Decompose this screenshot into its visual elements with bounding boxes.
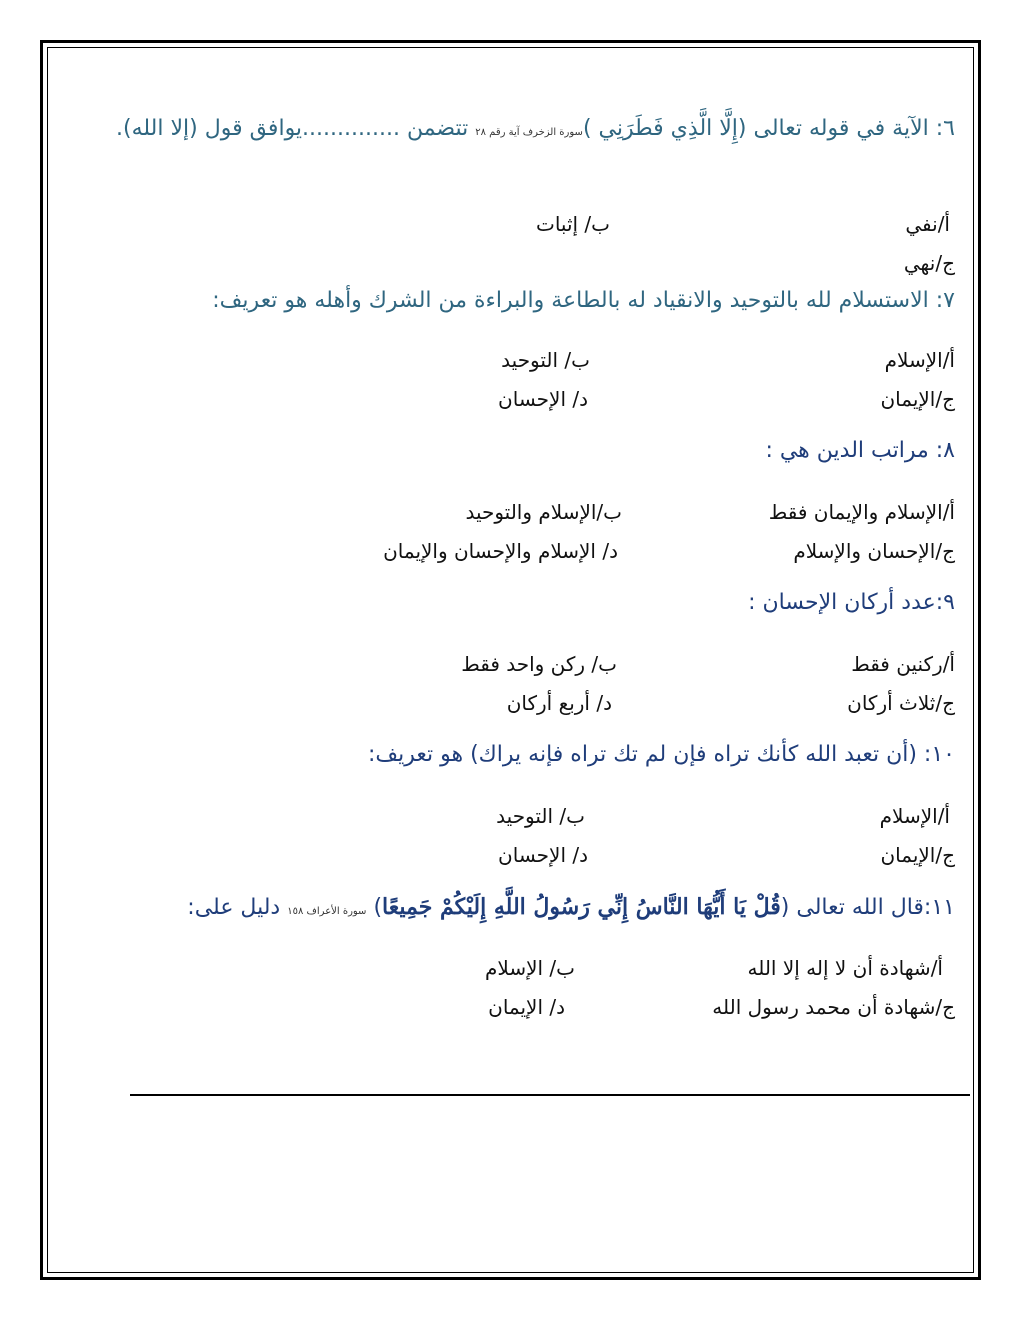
option-c[interactable]: ج/نهي bbox=[903, 251, 955, 275]
question-6-options bbox=[105, 206, 955, 294]
option-a[interactable]: أ/نفي bbox=[905, 212, 950, 236]
option-c[interactable]: ج/الإحسان والإسلام bbox=[793, 539, 955, 563]
option-c[interactable]: ج/الإيمان bbox=[880, 387, 955, 411]
option-b[interactable]: ب/ إثبات bbox=[535, 212, 610, 236]
option-d[interactable]: د/ أربع أركان bbox=[506, 691, 612, 715]
option-c[interactable]: ج/الإيمان bbox=[880, 843, 955, 867]
question-10 bbox=[105, 738, 955, 790]
option-b[interactable]: ب/ التوحيد bbox=[501, 348, 590, 372]
question-11-text: ١١:قال الله تعالى (قُلْ يَا أَيُّهَا النَّاسُ إِنِّي رَسُولُ اللَّهِ إِلَيْكُمْ جَمِيعًا) سورة الأعراف ١٥٨ دليل على: bbox=[187, 894, 955, 920]
quiz-content bbox=[105, 112, 955, 1038]
surah-reference: سورة الزخرف آية رقم ٢٨ bbox=[475, 127, 583, 138]
surah-reference: سورة الأعراف ١٥٨ bbox=[287, 906, 367, 917]
question-8-text: ٨: مراتب الدين هي : bbox=[765, 438, 955, 463]
question-10-options bbox=[105, 798, 955, 886]
option-c[interactable]: ج/ثلاث أركان bbox=[847, 691, 955, 715]
question-8 bbox=[105, 434, 955, 486]
question-6 bbox=[105, 112, 955, 208]
question-9 bbox=[105, 586, 955, 638]
option-d[interactable]: د/ الإحسان bbox=[498, 387, 588, 411]
option-a[interactable]: أ/الإسلام والإيمان فقط bbox=[768, 500, 955, 524]
question-6-text: ٦: الآية في قوله تعالى (إِلَّا الَّذِي فَطَرَنِي )سورة الزخرف آية رقم ٢٨ تتضمن ..............يوافق قول (إلا الله). bbox=[116, 116, 955, 141]
option-b[interactable]: ب/ التوحيد bbox=[496, 804, 585, 828]
question-8-options bbox=[105, 494, 955, 582]
bottom-divider bbox=[130, 1094, 970, 1096]
question-11-options bbox=[105, 950, 955, 1038]
option-a[interactable]: أ/شهادة أن لا إله إلا الله bbox=[747, 956, 943, 980]
question-10-text: ١٠: (أن تعبد الله كأنك تراه فإن لم تك تراه فإنه يراك) هو تعريف: bbox=[367, 742, 955, 767]
option-a[interactable]: أ/الإسلام bbox=[879, 804, 950, 828]
option-d[interactable]: د/ الإيمان bbox=[488, 995, 565, 1019]
question-11 bbox=[105, 890, 955, 942]
option-d[interactable]: د/ الإسلام والإحسان والإيمان bbox=[383, 539, 618, 563]
option-b[interactable]: ب/ الإسلام bbox=[485, 956, 575, 980]
option-b[interactable]: ب/ ركن واحد فقط bbox=[461, 652, 617, 676]
question-7-options bbox=[105, 342, 955, 430]
option-a[interactable]: أ/ركنين فقط bbox=[851, 652, 955, 676]
option-c[interactable]: ج/شهادة أن محمد رسول الله bbox=[712, 995, 955, 1019]
question-9-options bbox=[105, 646, 955, 734]
option-b[interactable]: ب/الإسلام والتوحيد bbox=[465, 500, 622, 524]
option-a[interactable]: أ/الإسلام bbox=[884, 348, 955, 372]
question-9-text: ٩:عدد أركان الإحسان : bbox=[748, 590, 955, 615]
option-d[interactable]: د/ الإحسان bbox=[498, 843, 588, 867]
question-7-text: ٧: الاستسلام لله بالتوحيد والانقياد له بالطاعة والبراءة من الشرك وأهله هو تعريف: bbox=[212, 288, 955, 313]
